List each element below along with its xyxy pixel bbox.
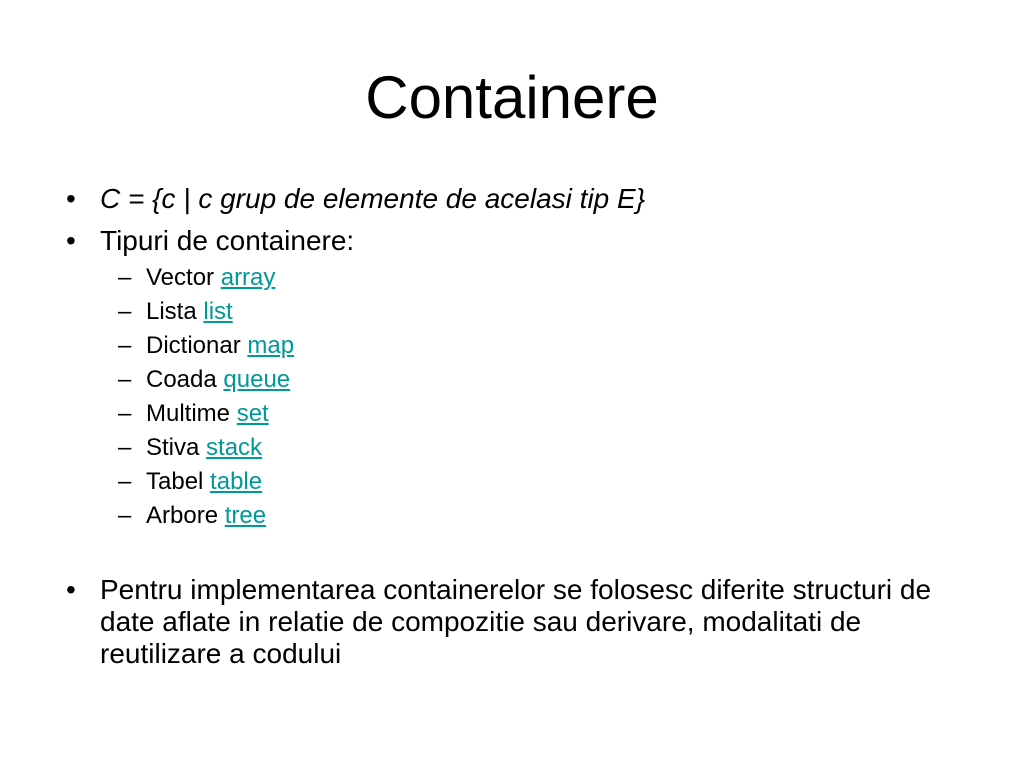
- item-label: Arbore: [146, 502, 219, 529]
- link-stack[interactable]: stack: [206, 434, 263, 461]
- list-item-vector: [118, 264, 275, 292]
- list-item-lista: [118, 298, 233, 326]
- list-item-tabel: [118, 468, 262, 496]
- bullet-marker: •: [66, 574, 76, 605]
- bullet-text: C = {c | c grup de elemente de acelasi tip E}: [100, 183, 646, 214]
- slide-title: Containere: [365, 64, 659, 131]
- dash-marker: –: [118, 502, 132, 529]
- dash-marker: –: [118, 298, 132, 325]
- link-map[interactable]: map: [247, 332, 295, 359]
- list-item-multime: [118, 400, 269, 428]
- link-list[interactable]: list: [203, 298, 233, 325]
- bullet-implementation: [66, 574, 966, 670]
- list-item-stiva: [118, 434, 262, 462]
- bullet-marker: •: [66, 183, 76, 214]
- item-label: Dictionar: [146, 332, 241, 359]
- link-tree[interactable]: tree: [224, 502, 267, 529]
- list-item-arbore: [118, 502, 266, 530]
- item-label: Multime: [146, 400, 231, 427]
- bullet-text: Pentru implementarea containerelor se folosesc diferite structuri de date aflate in relatie de compozitie sau derivare, modalitati de reutilizare a codului: [100, 574, 932, 669]
- bullet-container-types: [66, 225, 966, 257]
- item-label: Lista: [146, 298, 197, 325]
- dash-marker: –: [118, 400, 132, 427]
- link-array[interactable]: array: [220, 264, 276, 291]
- link-set[interactable]: set: [236, 400, 269, 427]
- link-table[interactable]: table: [210, 468, 263, 495]
- item-label: Vector: [146, 264, 215, 291]
- list-item-coada: [118, 366, 290, 394]
- item-label: Coada: [146, 366, 217, 393]
- dash-marker: –: [118, 366, 132, 393]
- dash-marker: –: [118, 332, 132, 359]
- link-queue[interactable]: queue: [223, 366, 291, 393]
- list-item-dictionar: [118, 332, 294, 360]
- dash-marker: –: [118, 434, 132, 461]
- item-label: Tabel: [146, 468, 204, 495]
- item-label: Stiva: [146, 434, 200, 461]
- bullet-marker: •: [66, 225, 76, 256]
- dash-marker: –: [118, 468, 132, 495]
- dash-marker: –: [118, 264, 132, 291]
- bullet-container-definition: [66, 183, 966, 215]
- bullet-text: Tipuri de containere:: [100, 225, 355, 256]
